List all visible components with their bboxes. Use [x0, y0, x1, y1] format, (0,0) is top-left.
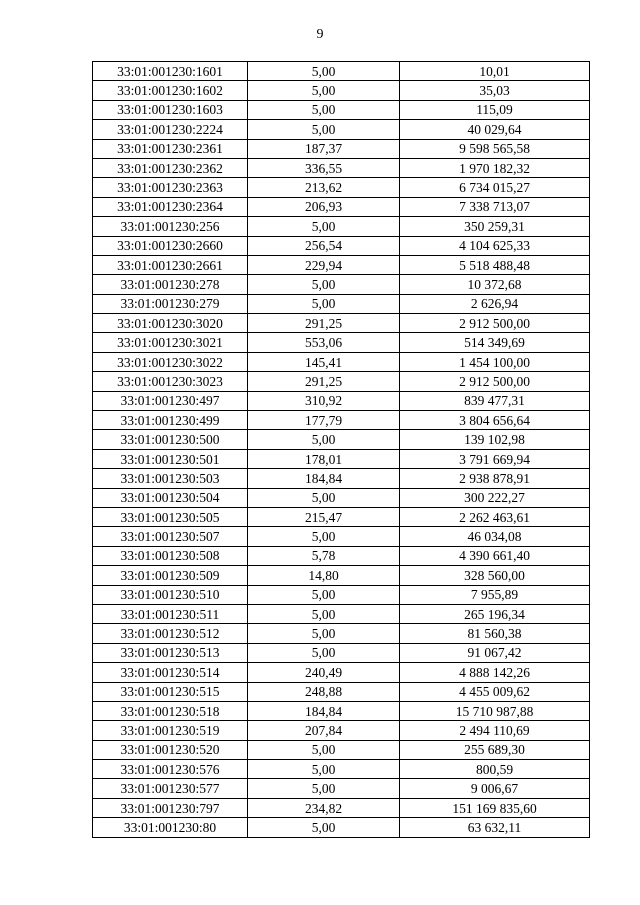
value-cell: 151 169 835,60: [400, 798, 590, 817]
table-row: [93, 546, 590, 565]
table-row: [93, 352, 590, 371]
table-row: [93, 120, 590, 139]
value-cell: 328 560,00: [400, 566, 590, 585]
table-row: [93, 158, 590, 177]
area-cell: 5,00: [248, 100, 400, 119]
area-cell: 5,00: [248, 740, 400, 759]
value-cell: 91 067,42: [400, 643, 590, 662]
table-row: [93, 527, 590, 546]
table-row: [93, 798, 590, 817]
cadastral-number-cell: 33:01:001230:499: [93, 411, 248, 430]
table-row: [93, 333, 590, 352]
value-cell: 9 598 565,58: [400, 139, 590, 158]
table-row: [93, 449, 590, 468]
value-cell: 139 102,98: [400, 430, 590, 449]
value-cell: 350 259,31: [400, 217, 590, 236]
table-row: [93, 760, 590, 779]
area-cell: 5,00: [248, 275, 400, 294]
cadastral-number-cell: 33:01:001230:509: [93, 566, 248, 585]
area-cell: 184,84: [248, 469, 400, 488]
cadastral-number-cell: 33:01:001230:2661: [93, 255, 248, 274]
cadastral-number-cell: 33:01:001230:507: [93, 527, 248, 546]
area-cell: 5,00: [248, 294, 400, 313]
cadastral-number-cell: 33:01:001230:279: [93, 294, 248, 313]
table-row: [93, 779, 590, 798]
cadastral-number-cell: 33:01:001230:576: [93, 760, 248, 779]
cadastral-number-cell: 33:01:001230:2363: [93, 178, 248, 197]
value-cell: 63 632,11: [400, 818, 590, 837]
value-cell: 1 454 100,00: [400, 352, 590, 371]
area-cell: 5,00: [248, 604, 400, 623]
table-row: [93, 624, 590, 643]
value-cell: 2 938 878,91: [400, 469, 590, 488]
cadastral-number-cell: 33:01:001230:2361: [93, 139, 248, 158]
value-cell: 2 912 500,00: [400, 314, 590, 333]
area-cell: 5,00: [248, 760, 400, 779]
cadastral-number-cell: 33:01:001230:500: [93, 430, 248, 449]
cadastral-number-cell: 33:01:001230:797: [93, 798, 248, 817]
area-cell: 5,00: [248, 527, 400, 546]
table-row: [93, 62, 590, 81]
table-row: [93, 430, 590, 449]
area-cell: 206,93: [248, 197, 400, 216]
area-cell: 5,00: [248, 488, 400, 507]
area-cell: 234,82: [248, 798, 400, 817]
cadastral-number-cell: 33:01:001230:278: [93, 275, 248, 294]
table-row: [93, 197, 590, 216]
value-cell: 2 494 110,69: [400, 721, 590, 740]
cadastral-number-cell: 33:01:001230:3023: [93, 372, 248, 391]
table-row: [93, 701, 590, 720]
area-cell: 5,00: [248, 62, 400, 81]
table-row: [93, 469, 590, 488]
area-cell: 310,92: [248, 391, 400, 410]
table-row: [93, 81, 590, 100]
area-cell: 213,62: [248, 178, 400, 197]
cadastral-number-cell: 33:01:001230:519: [93, 721, 248, 740]
value-cell: 6 734 015,27: [400, 178, 590, 197]
table-row: [93, 585, 590, 604]
cadastral-number-cell: 33:01:001230:80: [93, 818, 248, 837]
table-row: [93, 314, 590, 333]
area-cell: 291,25: [248, 314, 400, 333]
cadastral-number-cell: 33:01:001230:508: [93, 546, 248, 565]
cadastral-number-cell: 33:01:001230:1602: [93, 81, 248, 100]
area-cell: 240,49: [248, 663, 400, 682]
cadastral-number-cell: 33:01:001230:577: [93, 779, 248, 798]
page-number: 9: [316, 27, 324, 42]
value-cell: 15 710 987,88: [400, 701, 590, 720]
value-cell: 3 804 656,64: [400, 411, 590, 430]
table-row: [93, 411, 590, 430]
table-row: [93, 255, 590, 274]
area-cell: 336,55: [248, 158, 400, 177]
value-cell: 10 372,68: [400, 275, 590, 294]
table-row: [93, 236, 590, 255]
area-cell: 5,00: [248, 120, 400, 139]
value-cell: 300 222,27: [400, 488, 590, 507]
cadastral-number-cell: 33:01:001230:514: [93, 663, 248, 682]
area-cell: 184,84: [248, 701, 400, 720]
table-row: [93, 139, 590, 158]
table-row: [93, 275, 590, 294]
table-row: [93, 391, 590, 410]
value-cell: 7 955,89: [400, 585, 590, 604]
cadastral-number-cell: 33:01:001230:511: [93, 604, 248, 623]
value-cell: 4 888 142,26: [400, 663, 590, 682]
table-row: [93, 682, 590, 701]
table-row: [93, 818, 590, 837]
area-cell: 5,00: [248, 81, 400, 100]
table-row: [93, 488, 590, 507]
area-cell: 5,00: [248, 643, 400, 662]
area-cell: 5,00: [248, 430, 400, 449]
table-row: [93, 100, 590, 119]
area-cell: 145,41: [248, 352, 400, 371]
area-cell: 291,25: [248, 372, 400, 391]
value-cell: 4 104 625,33: [400, 236, 590, 255]
cadastral-number-cell: 33:01:001230:497: [93, 391, 248, 410]
table-row: [93, 721, 590, 740]
cadastral-number-cell: 33:01:001230:2660: [93, 236, 248, 255]
value-cell: 10,01: [400, 62, 590, 81]
table-row: [93, 566, 590, 585]
value-cell: 1 970 182,32: [400, 158, 590, 177]
cadastral-number-cell: 33:01:001230:515: [93, 682, 248, 701]
cadastral-number-cell: 33:01:001230:1601: [93, 62, 248, 81]
cadastral-number-cell: 33:01:001230:505: [93, 507, 248, 526]
cadastral-number-cell: 33:01:001230:513: [93, 643, 248, 662]
value-cell: 2 262 463,61: [400, 507, 590, 526]
area-cell: 5,00: [248, 779, 400, 798]
area-cell: 177,79: [248, 411, 400, 430]
table-row: [93, 178, 590, 197]
cadastral-number-cell: 33:01:001230:3021: [93, 333, 248, 352]
area-cell: 5,00: [248, 585, 400, 604]
area-cell: 178,01: [248, 449, 400, 468]
cadastral-number-cell: 33:01:001230:518: [93, 701, 248, 720]
cadastral-number-cell: 33:01:001230:501: [93, 449, 248, 468]
value-cell: 5 518 488,48: [400, 255, 590, 274]
cadastral-number-cell: 33:01:001230:3020: [93, 314, 248, 333]
area-cell: 5,00: [248, 624, 400, 643]
area-cell: 215,47: [248, 507, 400, 526]
area-cell: 248,88: [248, 682, 400, 701]
table-row: [93, 507, 590, 526]
area-cell: 229,94: [248, 255, 400, 274]
area-cell: 5,00: [248, 217, 400, 236]
value-cell: 35,03: [400, 81, 590, 100]
cadastral-number-cell: 33:01:001230:2364: [93, 197, 248, 216]
value-cell: 7 338 713,07: [400, 197, 590, 216]
cadastral-number-cell: 33:01:001230:510: [93, 585, 248, 604]
table-body: [93, 62, 590, 838]
table-row: [93, 663, 590, 682]
table-row: [93, 643, 590, 662]
value-cell: 514 349,69: [400, 333, 590, 352]
cadastral-number-cell: 33:01:001230:3022: [93, 352, 248, 371]
value-cell: 4 390 661,40: [400, 546, 590, 565]
table-row: [93, 372, 590, 391]
table-row: [93, 604, 590, 623]
value-cell: 265 196,34: [400, 604, 590, 623]
area-cell: 14,80: [248, 566, 400, 585]
value-cell: 839 477,31: [400, 391, 590, 410]
data-table: [92, 61, 590, 838]
cadastral-number-cell: 33:01:001230:2224: [93, 120, 248, 139]
table-row: [93, 294, 590, 313]
table-row: [93, 740, 590, 759]
value-cell: 115,09: [400, 100, 590, 119]
cadastral-number-cell: 33:01:001230:512: [93, 624, 248, 643]
value-cell: 40 029,64: [400, 120, 590, 139]
area-cell: 5,00: [248, 818, 400, 837]
cadastral-number-cell: 33:01:001230:504: [93, 488, 248, 507]
area-cell: 207,84: [248, 721, 400, 740]
table-row: [93, 217, 590, 236]
cadastral-number-cell: 33:01:001230:520: [93, 740, 248, 759]
value-cell: 9 006,67: [400, 779, 590, 798]
area-cell: 5,78: [248, 546, 400, 565]
value-cell: 800,59: [400, 760, 590, 779]
value-cell: 81 560,38: [400, 624, 590, 643]
cadastral-number-cell: 33:01:001230:503: [93, 469, 248, 488]
area-cell: 256,54: [248, 236, 400, 255]
cadastral-number-cell: 33:01:001230:1603: [93, 100, 248, 119]
value-cell: 2 912 500,00: [400, 372, 590, 391]
cadastral-number-cell: 33:01:001230:2362: [93, 158, 248, 177]
area-cell: 553,06: [248, 333, 400, 352]
value-cell: 2 626,94: [400, 294, 590, 313]
value-cell: 255 689,30: [400, 740, 590, 759]
value-cell: 46 034,08: [400, 527, 590, 546]
area-cell: 187,37: [248, 139, 400, 158]
cadastral-number-cell: 33:01:001230:256: [93, 217, 248, 236]
value-cell: 4 455 009,62: [400, 682, 590, 701]
value-cell: 3 791 669,94: [400, 449, 590, 468]
